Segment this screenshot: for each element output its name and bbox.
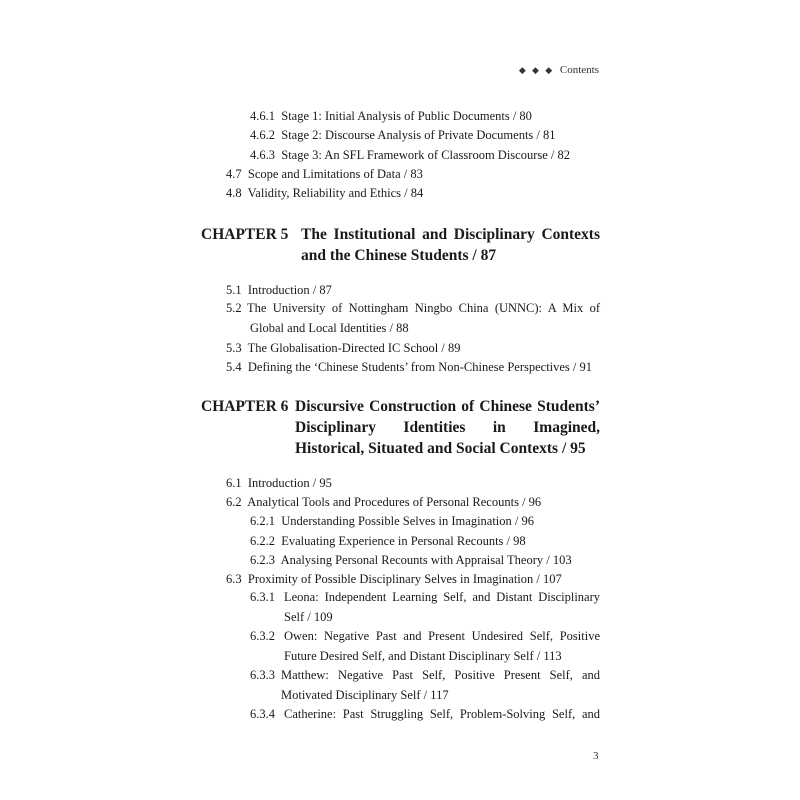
chapter-number: CHAPTER 5 (201, 226, 289, 243)
chapter-heading (201, 224, 600, 266)
toc-entry: 6.2.3 Analysing Personal Recounts with Appraisal Theory / 103 (250, 553, 572, 567)
running-header (519, 64, 599, 76)
toc-entry: 6.3.1 Leona: Independent Learning Self, and Distant Disciplinary Self / 109 (250, 590, 600, 624)
toc-entry: 5.1 Introduction / 87 (226, 283, 332, 297)
toc-entry: 6.2.1 Understanding Possible Selves in Imagination / 96 (250, 514, 535, 528)
page-number: 3 (593, 750, 599, 762)
toc-entry: 6.1 Introduction / 95 (226, 476, 332, 490)
toc-entry: 5.2 The University of Nottingham Ningbo China (UNNC): A Mix of Global and Local Identities / 88 (226, 301, 600, 335)
toc-entry: 4.6.1 Stage 1: Initial Analysis of Public Documents / 80 (250, 109, 532, 123)
toc-entry: 6.2 Analytical Tools and Procedures of Personal Recounts / 96 (226, 495, 542, 509)
toc-entry: 6.3 Proximity of Possible Disciplinary Selves in Imagination / 107 (226, 572, 562, 586)
toc-entry: 6.2.2 Evaluating Experience in Personal Recounts / 98 (250, 534, 526, 548)
toc-entry: 4.6.2 Stage 2: Discourse Analysis of Private Documents / 81 (250, 128, 556, 142)
toc-entry: 6.3.4 Catherine: Past Struggling Self, Problem-Solving Self, and (250, 707, 600, 721)
chapter-title: Discursive Construction of Chinese Students’ Disciplinary Identities in Imagined, Historical, Situated and Social Contexts / 95 (295, 398, 600, 457)
toc-entry: 6.3.3 Matthew: Negative Past Self, Positive Present Self, and Motivated Disciplinary Self / 117 (250, 668, 600, 702)
toc-entry: 4.7 Scope and Limitations of Data / 83 (226, 167, 423, 181)
chapter-title: The Institutional and Disciplinary Contexts and the Chinese Students / 87 (301, 226, 600, 264)
toc-entry: 4.8 Validity, Reliability and Ethics / 84 (226, 186, 424, 200)
header-label: Contents (559, 64, 599, 76)
toc-entry: 6.3.2 Owen: Negative Past and Present Undesired Self, Positive Future Desired Self, and Distant Disciplinary Self / 113 (250, 629, 600, 663)
diamond-ornament-icon: ◆ ◆ ◆ (518, 65, 555, 75)
toc-entry: 5.3 The Globalisation-Directed IC School / 89 (226, 341, 461, 355)
toc-entry: 5.4 Defining the ‘Chinese Students’ from Non-Chinese Perspectives / 91 (226, 360, 593, 374)
toc-entry: 4.6.3 Stage 3: An SFL Framework of Classroom Discourse / 82 (250, 148, 571, 162)
chapter-number: CHAPTER 6 (201, 398, 289, 415)
chapter-heading (201, 396, 600, 459)
